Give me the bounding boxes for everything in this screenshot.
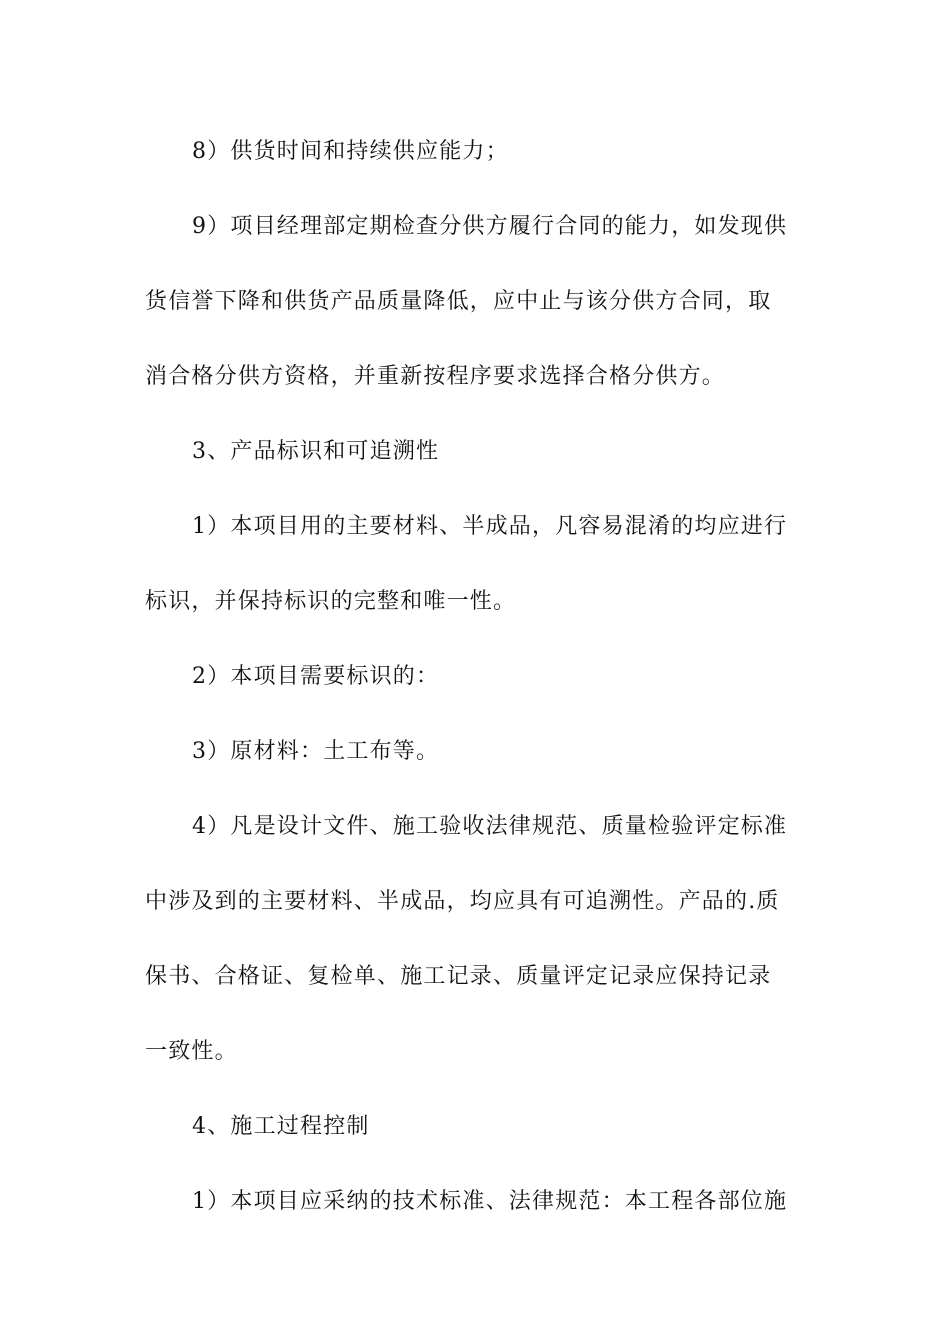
text-line-supply-time: 8）供货时间和持续供应能力； bbox=[192, 139, 509, 164]
text-line-identification-needed: 2）本项目需要标识的： bbox=[192, 664, 440, 689]
section-heading-process-control: 4、施工过程控制 bbox=[192, 1114, 370, 1139]
text-line-contract-check: 9）项目经理部定期检查分供方履行合同的能力，如发现供 bbox=[192, 214, 788, 239]
text-line-traceability-cont-3: 一致性。 bbox=[145, 1039, 238, 1064]
text-line-traceability: 4）凡是设计文件、施工验收法律规范、质量检验评定标准 bbox=[192, 814, 788, 839]
section-heading-product-identification: 3、产品标识和可追溯性 bbox=[192, 439, 440, 464]
text-line-contract-check-cont-2: 消合格分供方资格，并重新按程序要求选择合格分供方。 bbox=[145, 364, 726, 389]
text-line-traceability-cont-1: 中涉及到的主要材料、半成品，均应具有可追溯性。产品的.质 bbox=[145, 889, 780, 914]
text-line-traceability-cont-2: 保书、合格证、复检单、施工记录、质量评定记录应保持记录 bbox=[145, 964, 772, 989]
text-line-contract-check-cont-1: 货信誉下降和供货产品质量降低，应中止与该分供方合同，取 bbox=[145, 289, 772, 314]
text-line-materials-identification: 1）本项目用的主要材料、半成品，凡容易混淆的均应进行 bbox=[192, 514, 788, 539]
text-line-technical-standards: 1）本项目应采纳的技术标准、法律规范：本工程各部位施 bbox=[192, 1189, 788, 1214]
text-line-raw-materials: 3）原材料：土工布等。 bbox=[192, 739, 440, 764]
text-line-materials-identification-cont: 标识，并保持标识的完整和唯一性。 bbox=[145, 589, 517, 614]
